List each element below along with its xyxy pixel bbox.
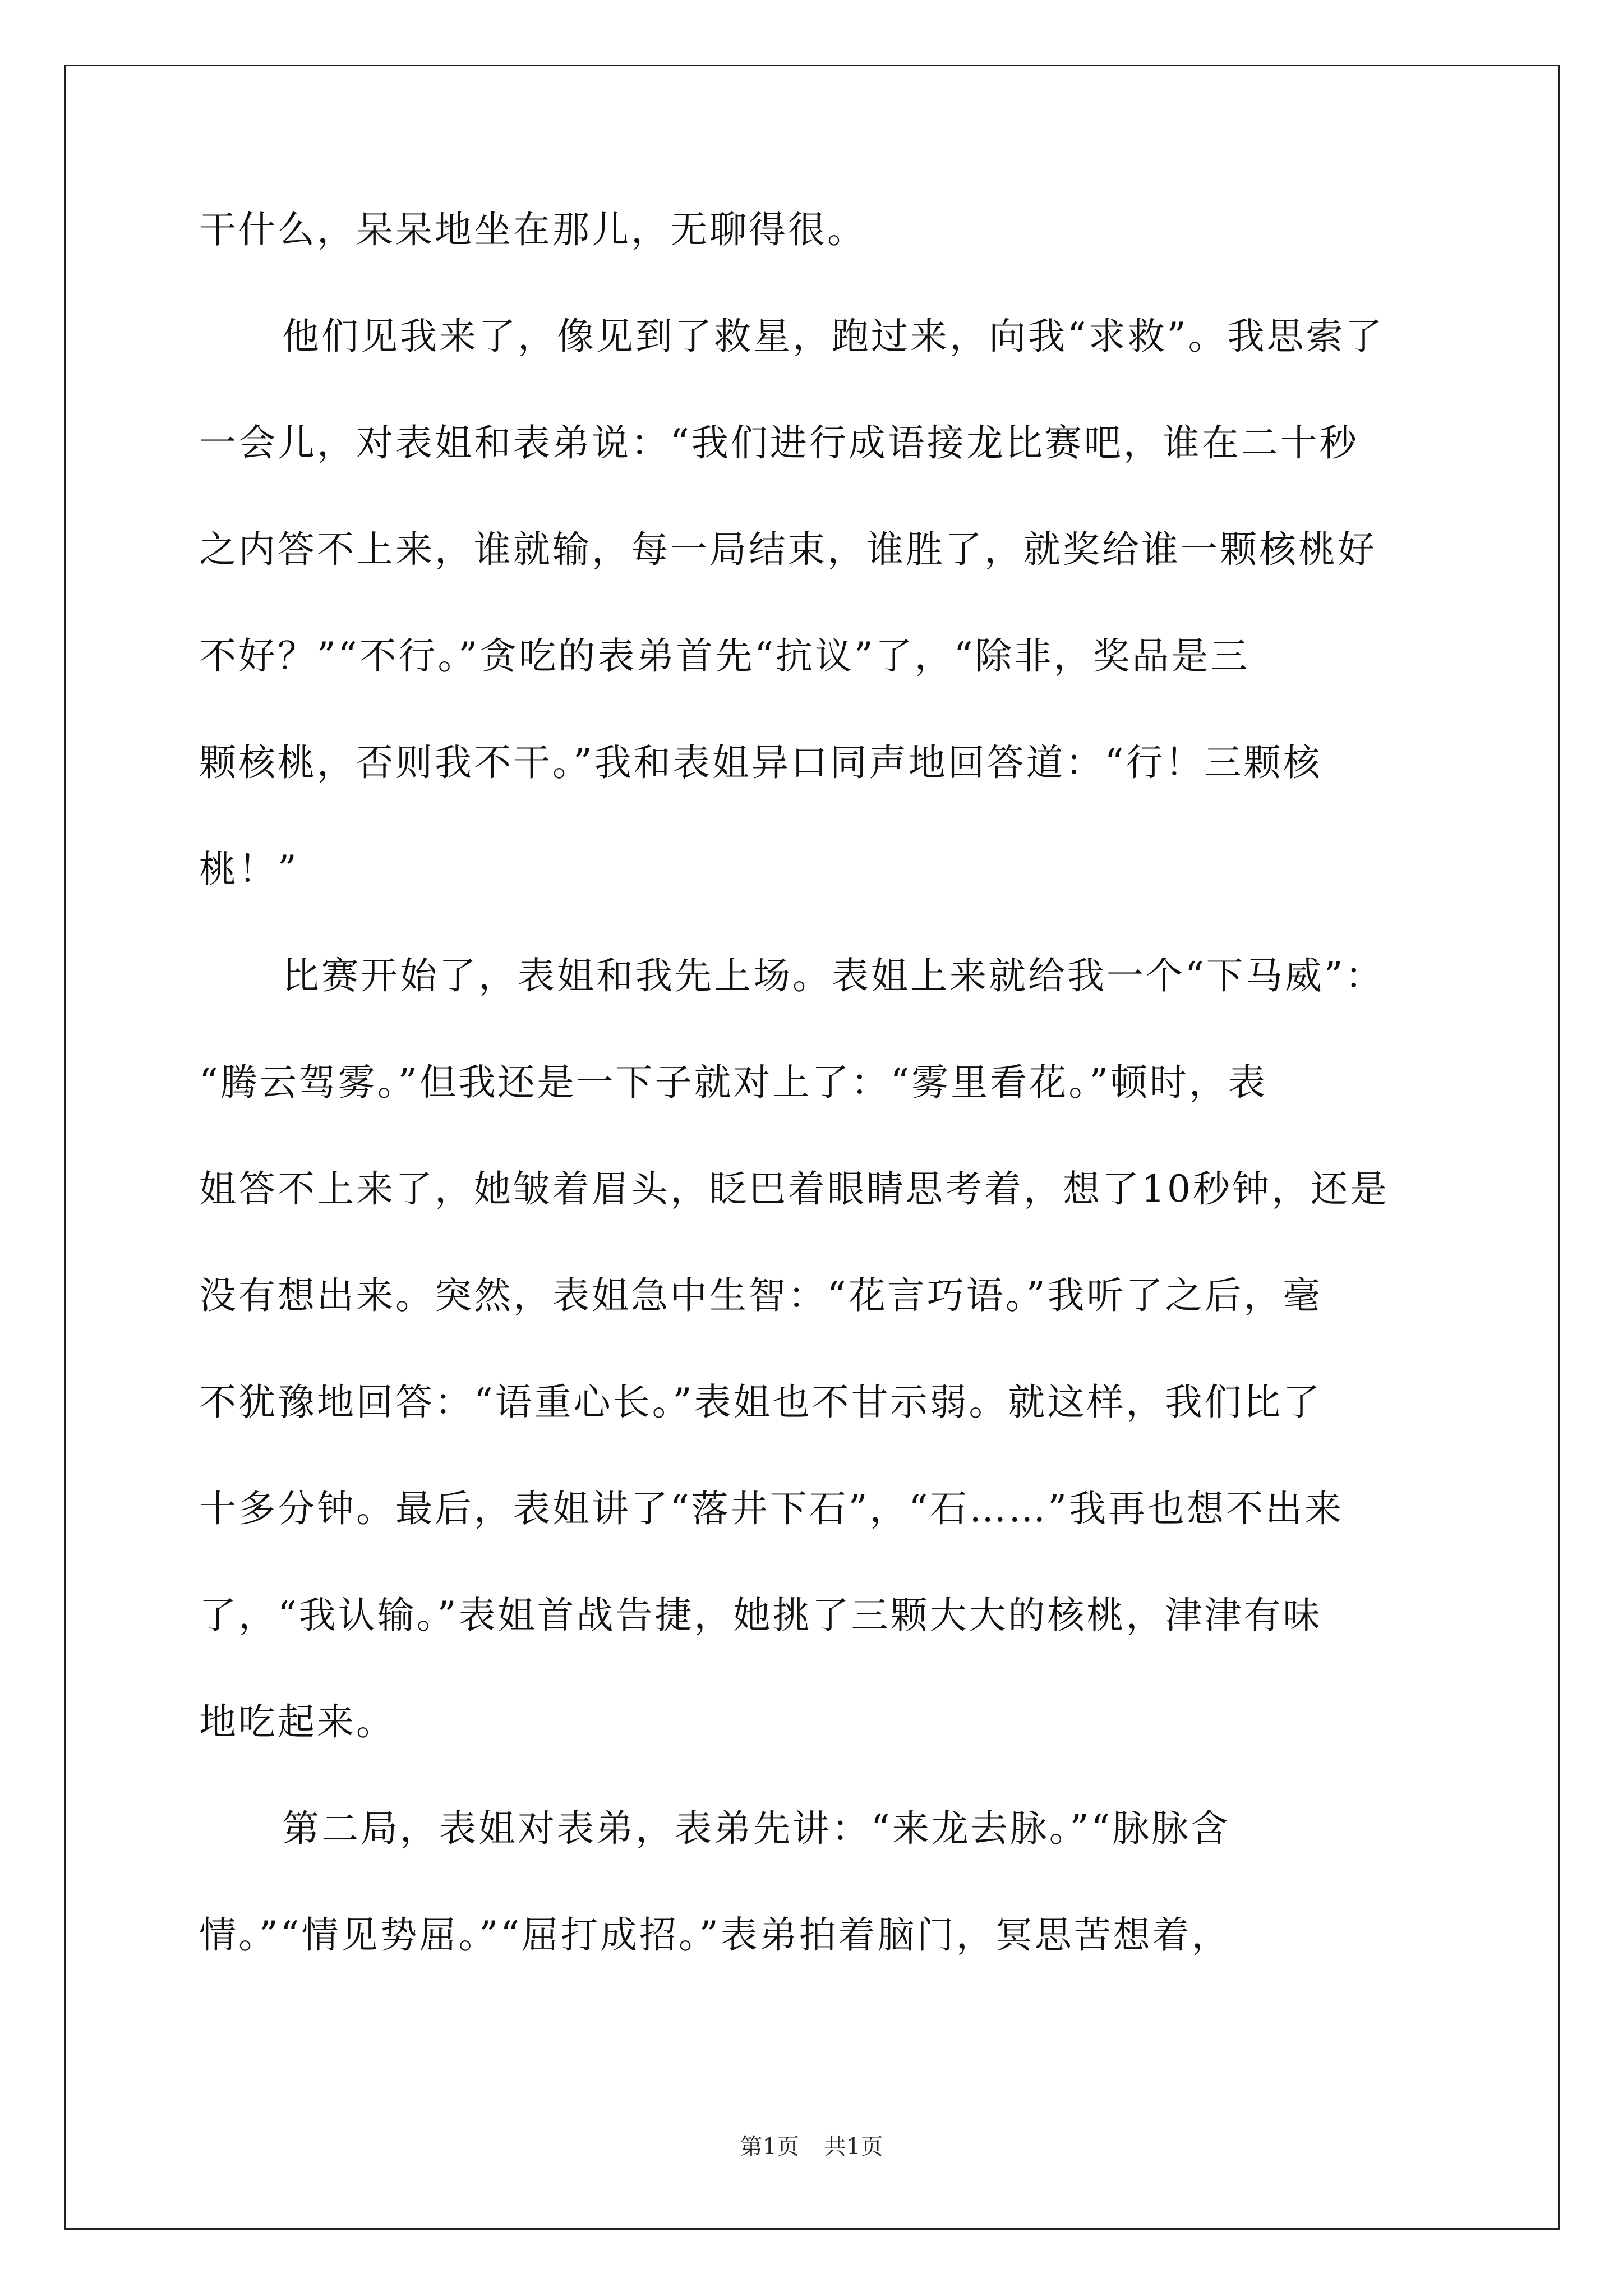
text-line: “腾云驾雾。”但我还是一下子就对上了：“雾里看花。”顿时，表 bbox=[199, 1061, 1267, 1104]
text-line: 了，“我认输。”表姐首战告捷，她挑了三颗大大的核桃，津津有味 bbox=[199, 1594, 1322, 1637]
text-line: 比赛开始了，表姐和我先上场。表姐上来就给我一个“下马威”： bbox=[282, 954, 1385, 997]
text-line: 没有想出来。突然，表姐急中生智：“花言巧语。”我听了之后，毫 bbox=[199, 1274, 1322, 1317]
text-line: 姐答不上来了，她皱着眉头，眨巴着眼睛思考着，想了10秒钟，还是 bbox=[199, 1167, 1389, 1211]
text-line: 情。”“情见势屈。”“屈打成招。”表弟拍着脑门，冥思苦想着， bbox=[199, 1913, 1231, 1957]
page-number: 第1页 bbox=[740, 2134, 799, 2160]
text-line: 干什么，呆呆地坐在那儿，无聊得很。 bbox=[199, 208, 866, 251]
text-line: 他们见我来了，像见到了救星，跑过来，向我“求救”。我思索了 bbox=[282, 315, 1385, 358]
text-line: 地吃起来。 bbox=[199, 1700, 395, 1743]
page-total: 共1页 bbox=[824, 2134, 883, 2160]
text-line: 十多分钟。最后，表姐讲了“落井下石”，“石……”我再也想不出来 bbox=[199, 1487, 1344, 1530]
page-border bbox=[64, 65, 1560, 2230]
text-line: 不犹豫地回答：“语重心长。”表姐也不甘示弱。就这样，我们比了 bbox=[199, 1381, 1322, 1424]
text-line: 颗核桃，否则我不干。”我和表姐异口同声地回答道：“行！三颗核 bbox=[199, 741, 1322, 784]
text-line: 第二局，表姐对表弟，表弟先讲：“来龙去脉。”“脉脉含 bbox=[282, 1807, 1230, 1850]
text-line: 一会儿，对表姐和表弟说：“我们进行成语接龙比赛吧，谁在二十秒 bbox=[199, 421, 1359, 464]
text-line: 之内答不上来，谁就输，每一局结束，谁胜了，就奖给谁一颗核桃好 bbox=[199, 528, 1377, 571]
text-line: 不好？”“不行。”贪吃的表弟首先“抗议”了，“除非，奖品是三 bbox=[199, 634, 1250, 678]
page-footer bbox=[0, 2129, 1623, 2161]
text-line: 桃！” bbox=[199, 848, 299, 891]
